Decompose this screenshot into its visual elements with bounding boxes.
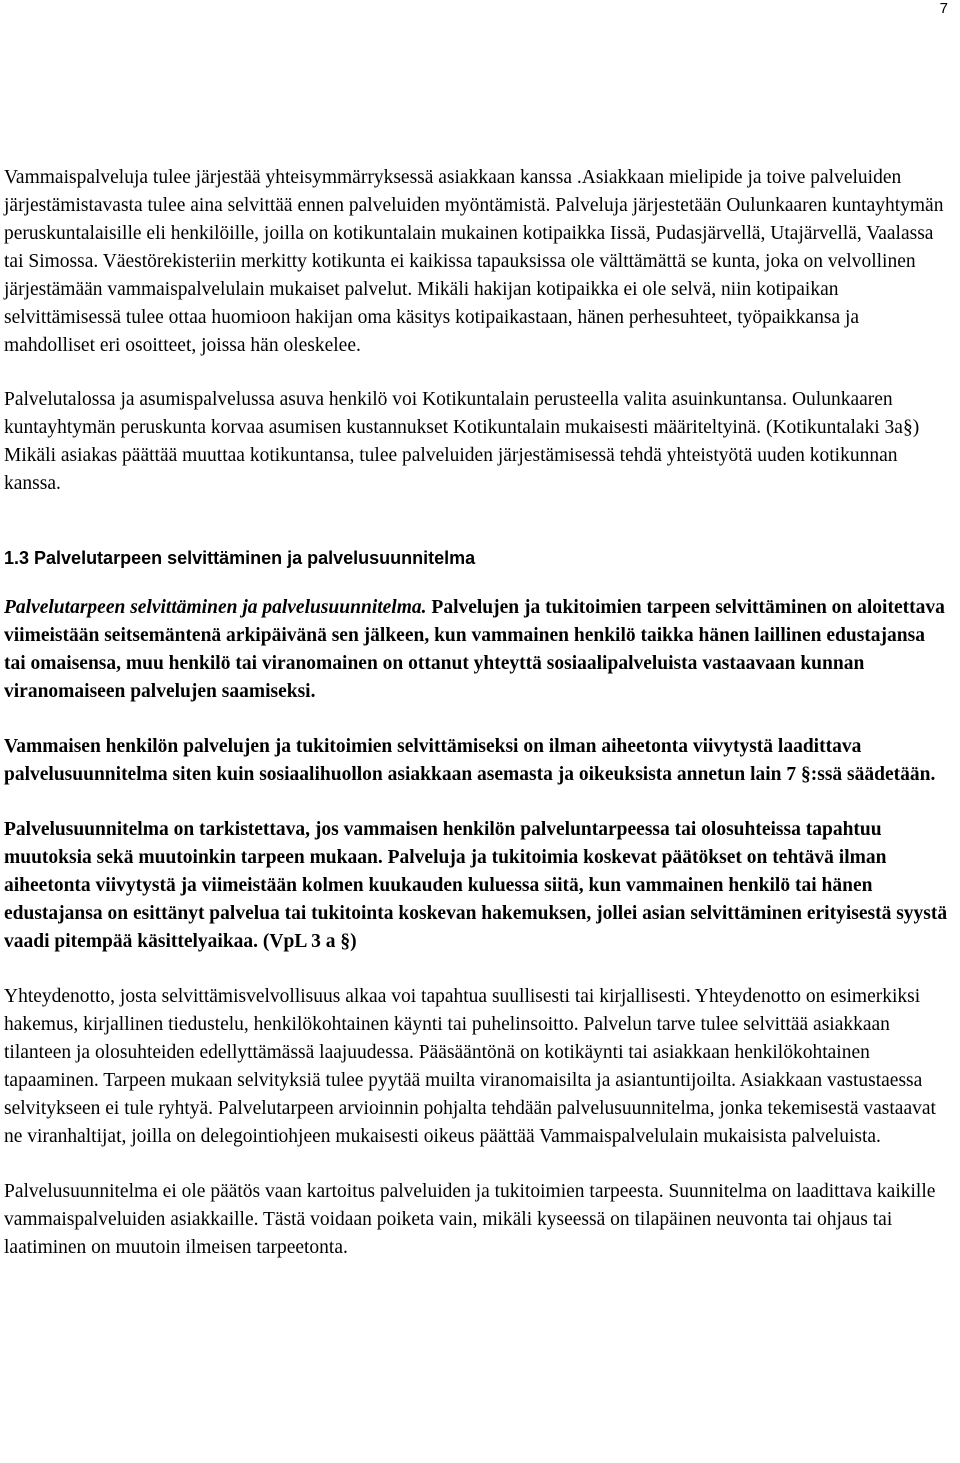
page-number: 7	[939, 0, 948, 17]
paragraph-plan-review: Palvelusuunnitelma on tarkistettava, jos vammaisen henkilön palveluntarpeessa tai olosuhteissa tapahtuu muutoksia sekä muutoinkin tarpeen mukaan. Palveluja ja tukitoimia koskevat päätökset on tehtävä ilman aiheetonta viivytystä ja viimeistään kolmen kuukauden kuluessa siitä, kun vammainen henkilö tai hänen edustajansa on esittänyt palvelua tai tukitointa koskevan hakemuksen, jollei asian selvittäminen erityisestä syystä vaadi pitempää käsittelyaikaa. (VpL 3 a §)	[4, 819, 948, 952]
paragraph-home-municipality: Palvelutalossa ja asumispalvelussa asuva henkilö voi Kotikuntalain perusteella valita asuinkuntansa. Oulunkaaren kuntayhtymän peruskunta korvaa asumisen kustannukset Kotikuntalain mukaisesti määriteltyinä. (Kotikuntalaki 3a§) Mikäli asiakas päättää muuttaa kotikuntansa, tulee palveluiden järjestämisessä tehdä yhteistyötä uuden kotikunnan kanssa.	[4, 389, 920, 494]
section-heading: 1.3 Palvelutarpeen selvittäminen ja palvelusuunnitelma	[4, 548, 476, 568]
paragraph-service-plan: Vammaisen henkilön palvelujen ja tukitoimien selvittämiseksi on ilman aiheetonta viivytystä laadittava palvelusuunnitelma siten kuin sosiaalihuollon asiakkaan asemasta ja oikeuksista annetun lain 7 §:ssä säädetään.	[4, 736, 936, 785]
document-body	[4, 164, 950, 1289]
paragraph-contact: Yhteydenotto, josta selvittämisvelvollisuus alkaa voi tapahtua suullisesti tai kirjallisesti. Yhteydenotto on esimerkiksi hakemus, kirjallinen tiedustelu, henkilökohtainen käynti tai puhelinsoitto. Palvelun tarve tulee selvittää asiakkaan tilanteen ja olosuhteiden edellyttämässä laajuudessa. Pääsääntönä on kotikäynti tai asiakkaan henkilökohtainen tapaaminen. Tarpeen mukaan selvityksiä tulee pyytää muilta viranomaisilta ja asiantuntijoilta. Asiakkaan vastustaessa selvitykseen ei tule ryhtyä. Palvelutarpeen arvioinnin pohjalta tehdään palvelusuunnitelma, jonka tekemisestä vastaavat ne viranhaltijat, joilla on delegointiohjeen mukaisesti oikeus päättää Vammaispalvelulain mukaisista palveluista.	[4, 986, 936, 1147]
paragraph-lead-italic: Palvelutarpeen selvittäminen ja palvelusuunnitelma.	[4, 597, 427, 618]
paragraph-plan-nature: Palvelusuunnitelma ei ole päätös vaan kartoitus palveluiden ja tukitoimien tarpeesta. Suunnitelma on laadittava kaikille vammaispalveluiden asiakkaille. Tästä voidaan poiketa vain, mikäli kyseessä on tilapäinen neuvonta tai ohjaus tai laatiminen on muutoin ilmeisen tarpeetonta.	[4, 1181, 936, 1258]
paragraph-needs-assessment	[4, 594, 950, 706]
paragraph-needs-assessment-text: Palvelujen ja tukitoimien tarpeen selvittäminen on aloitettava viimeistään seitsemäntenä arkipäivänä sen jälkeen, kun vammainen henkilö taikka hänen laillinen edustajansa tai omaisensa, muu henkilö tai viranomainen on ottanut yhteyttä sosiaalipalveluista vastaavaan kunnan viranomaiseen palvelujen saamiseksi.	[4, 597, 945, 702]
paragraph-service-arrangement: Vammaispalveluja tulee järjestää yhteisymmärryksessä asiakkaan kanssa .Asiakkaan mielipide ja toive palveluiden järjestämistavasta tulee aina selvittää ennen palveluiden myöntämistä. Palveluja järjestetään Oulunkaaren kuntayhtymän peruskuntalaisille eli henkilöille, joilla on kotikuntalain mukainen kotipaikka Iissä, Pudasjärvellä, Utajärvellä, Vaalassa tai Simossa. Väestörekisteriin merkitty kotikunta ei kaikissa tapauksissa ole välttämättä se kunta, joka on velvollinen järjestämään vammaispalvelulain mukaiset palvelut. Mikäli hakijan kotipaikka ei ole selvä, niin kotipaikan selvittämisessä tulee ottaa huomioon hakijan oma käsitys kotipaikastaan, hänen perhesuhteet, työpaikkansa ja mahdolliset eri osoitteet, joissa hän oleskelee.	[4, 167, 944, 356]
